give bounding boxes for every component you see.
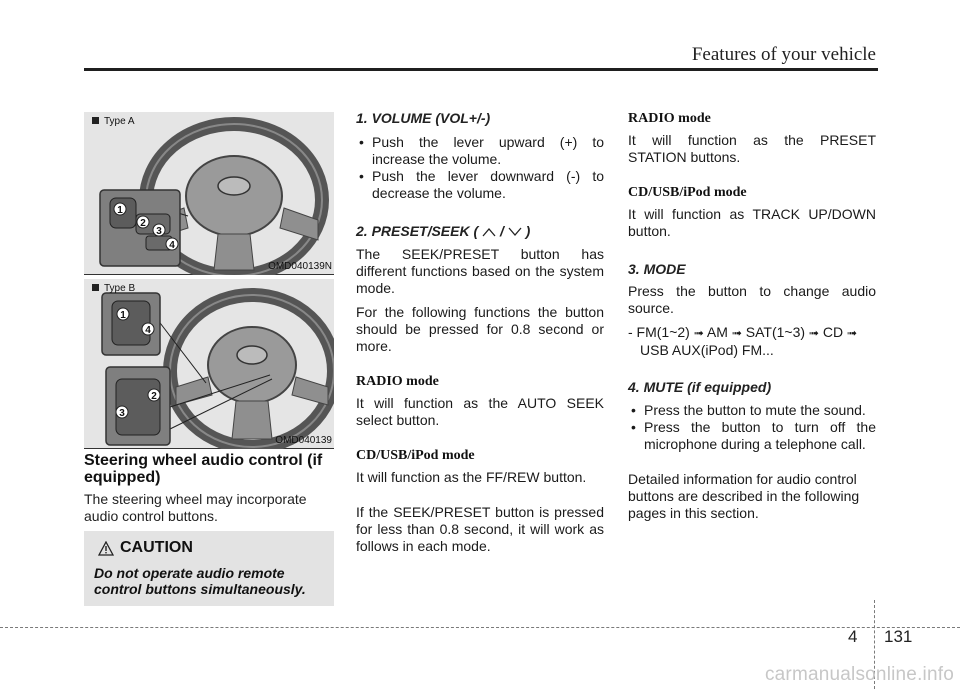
chevron-down-icon (508, 227, 522, 237)
bullet-square-icon (92, 117, 99, 124)
svg-text:3: 3 (119, 408, 125, 419)
cd-mode-text: It will function as the FF/REW button. (356, 469, 587, 485)
page-header-title: Features of your vehicle (691, 44, 876, 65)
svg-text:4: 4 (145, 325, 151, 336)
mode-heading: 3. MODE (628, 261, 686, 277)
figure-code: OMD040139 (275, 435, 332, 446)
mode-sequence (628, 324, 876, 359)
caution-heading-text: CAUTION (120, 539, 193, 556)
svg-text:2: 2 (140, 218, 146, 229)
mute-heading: 4. MUTE (if equipped) (628, 379, 772, 395)
mode-text: Press the button to change audio source. (628, 283, 876, 316)
arrow-right-icon: ➟ (731, 326, 742, 340)
volume-bullet-down: • Push the lever downward (-) to decrease the volume. (356, 168, 604, 202)
figure-type-a (84, 112, 334, 275)
type-a-label: Type A (104, 116, 135, 127)
radio-mode-text: It will function as the PRESET STATION buttons. (628, 132, 876, 165)
radio-mode-heading: RADIO mode (356, 374, 439, 389)
right-column (628, 110, 876, 522)
preset-seek-heading-suffix: ) (525, 223, 531, 239)
arrow-right-icon: ➟ (847, 326, 858, 340)
middle-column (356, 110, 604, 555)
mode-seq-cd: CD (822, 324, 844, 340)
radio-mode-heading: RADIO mode (628, 111, 711, 126)
mode-seq-sat: SAT(1~3) (745, 324, 806, 340)
short-press-text: If the SEEK/PRESET button is pressed for less than 0.8 second, it will work as follows in each mode. (356, 504, 604, 554)
caution-box (84, 531, 334, 606)
cd-mode-heading: CD/USB/iPod mode (628, 185, 747, 200)
svg-text:3: 3 (156, 226, 162, 237)
steering-wheel-type-a-illustration (84, 112, 334, 275)
mode-seq-fm: - FM(1~2) (628, 324, 690, 340)
caution-text: Do not operate audio remote control buttons simultaneously. (94, 565, 306, 597)
svg-text:4: 4 (169, 240, 175, 251)
footer-divider (0, 627, 960, 628)
svg-text:1: 1 (117, 205, 123, 216)
arrow-right-icon: ➟ (693, 326, 704, 340)
mute-bullet-microphone: • Press the button to turn off the microphone during a telephone call. (628, 419, 876, 453)
mode-seq-usb: USB AUX(iPod) FM... (640, 342, 774, 358)
watermark: carmanualsonline.info (764, 664, 954, 685)
closing-text: Detailed information for audio control buttons are described in the following pages in this section. (628, 471, 860, 521)
radio-mode-text: It will function as the AUTO SEEK select button. (356, 395, 604, 428)
figure-type-label (92, 116, 135, 127)
section-title: Steering wheel audio control (if equipped) (84, 452, 323, 486)
volume-heading: 1. VOLUME (VOL+/-) (356, 110, 491, 126)
arrow-right-icon: ➟ (808, 326, 819, 340)
header-rule (84, 68, 878, 71)
figure-type-label (92, 283, 135, 294)
page-number: 131 (884, 627, 913, 646)
cd-mode-text: It will function as TRACK UP/DOWN button. (628, 206, 876, 239)
chevron-up-icon (482, 227, 496, 237)
caution-heading (98, 539, 324, 557)
mute-bullet-sound: • Press the button to mute the sound. (628, 402, 876, 419)
preset-seek-heading-sep: / (499, 223, 504, 239)
type-b-label: Type B (104, 283, 136, 294)
chapter-number: 4 (848, 627, 858, 646)
bullet-square-icon (92, 284, 99, 291)
svg-text:2: 2 (151, 391, 157, 402)
mode-seq-am: AM (706, 324, 728, 340)
volume-bullet-up: • Push the lever upward (+) to increase the volume. (356, 134, 604, 168)
svg-text:1: 1 (120, 310, 126, 321)
section-intro: The steering wheel may incorporate audio control buttons. (84, 491, 307, 524)
preset-seek-description: The SEEK/PRESET button has different functions based on the system mode. (356, 246, 604, 296)
preset-seek-heading (356, 223, 604, 240)
warning-triangle-icon (98, 541, 114, 556)
steering-wheel-type-b-illustration (84, 279, 334, 449)
cd-mode-heading: CD/USB/iPod mode (356, 448, 475, 463)
figure-code: OMD040139N (268, 261, 332, 272)
figure-type-b (84, 279, 334, 449)
preset-seek-heading-prefix: 2. PRESET/SEEK ( (356, 223, 479, 239)
preset-seek-long-press: For the following functions the button should be pressed for 0.8 second or more. (356, 304, 604, 354)
